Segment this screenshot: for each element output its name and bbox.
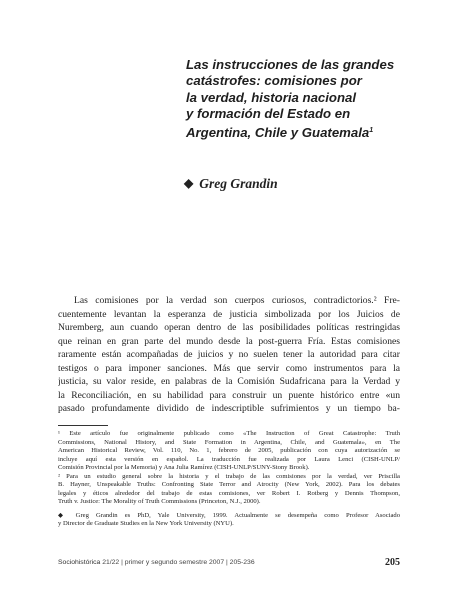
footnotes <box>58 430 400 529</box>
footnote-line: ² Para un estudio general sobre la historia y el trabajo de las comisiones por la verdad, ver Priscilla <box>58 472 400 480</box>
footnote-divider <box>58 425 108 426</box>
footnote-line: ◆ Greg Grandin es PhD, Yale University, 1999. Actualmente se desempeña como Profesor Asociado <box>58 511 400 519</box>
author-byline <box>184 176 278 192</box>
body-line: pasado profundamente dividido de indescriptible sufrimientos y un tiempo ba- <box>58 403 400 414</box>
body-line: que reinan en gran parte del mundo desde la post-guerra Fría. Estas comisiones <box>58 335 400 347</box>
footnote-line: incluye aquí esta versión en español. La traducción fue realizada por Laura Lenci (CISH-UNLP/ <box>58 455 400 463</box>
author-name: Greg Grandin <box>199 176 278 191</box>
footnote-line: Comisión Provincial por la Memoria) y Ana Julia Ramírez (CISH-UNLP/SUNY-Stony Brook). <box>58 464 310 471</box>
footnote-line: American Historical Review, Vol. 110, No. 1, febrero de 2005, publicación con cuya autorización se <box>58 447 400 454</box>
footnote-author <box>58 512 400 529</box>
journal-info <box>58 559 255 566</box>
footnote-line: Truth v. Justice: The Morality of Truth Commissions (Princeton, N.J., 2000). <box>58 498 261 505</box>
footnote-line: Commissions, National History, and State Formation in Argentina, Chile, and Guatemala», en The <box>58 438 400 446</box>
footnote-line: ¹ Este artículo fue originalmente publicado como «The Instruction of Great Catastrophe: Truth <box>58 430 400 437</box>
page-footer <box>58 557 400 569</box>
footnote-line: legales y éticos alrededor del trabajo de estas comisiones, ver Robert I. Rotberg y Dennis Thompson, <box>58 489 400 497</box>
title-footnote-marker: 1 <box>369 126 374 134</box>
body-paragraph <box>58 294 400 416</box>
title-line-last <box>186 123 416 141</box>
body-line: raramente están acompañadas de juicios y no suelen tener la autoridad para citar <box>58 349 400 360</box>
page-number: 205 <box>385 557 400 568</box>
diamond-bullet-icon: ◆ <box>184 176 194 190</box>
body-line: Nuremberg, aun cuando operan dentro de las posibilidades políticas restringidas <box>58 322 400 333</box>
article-title <box>186 57 416 141</box>
journal-name: Sociohistórica <box>58 559 101 566</box>
title-line: la verdad, historia nacional <box>186 89 357 105</box>
footnote-line: B. Hayner, Unspeakable Truths: Confronting State Terror and Atrocity (New York, 2002). Para los debates <box>58 481 400 488</box>
footnote-line: y Director de Graduate Studies en la New York University (NYU). <box>58 520 234 527</box>
body-line: Las comisiones por la verdad son cuerpos curiosos, contradictorios.² Fre- <box>74 295 400 306</box>
body-line: justicia, su valor reside, en palabras de la Comisión Sudafricana para la Verdad y <box>58 376 400 387</box>
body-line: cuentemente levantan la esperanza de justicia simbolizada por los Juicios de <box>58 308 400 320</box>
journal-issue: 21/22 | primer y segundo semestre 2007 | 205-236 <box>102 559 255 566</box>
title-line: catástrofes: comisiones por <box>186 73 362 89</box>
title-line: Argentina, Chile y Guatemala <box>186 124 370 140</box>
title-line: y formación del Estado en <box>186 106 351 122</box>
title-line: Las instrucciones de las grandes <box>186 57 395 72</box>
body-line: testigos o para imponer sanciones. Más que servir como instrumentos para la <box>58 362 400 374</box>
footnote-translation <box>58 430 400 507</box>
body-line: la Reconciliación, en su habilidad para construir un puente histórico entre «un <box>58 389 400 401</box>
